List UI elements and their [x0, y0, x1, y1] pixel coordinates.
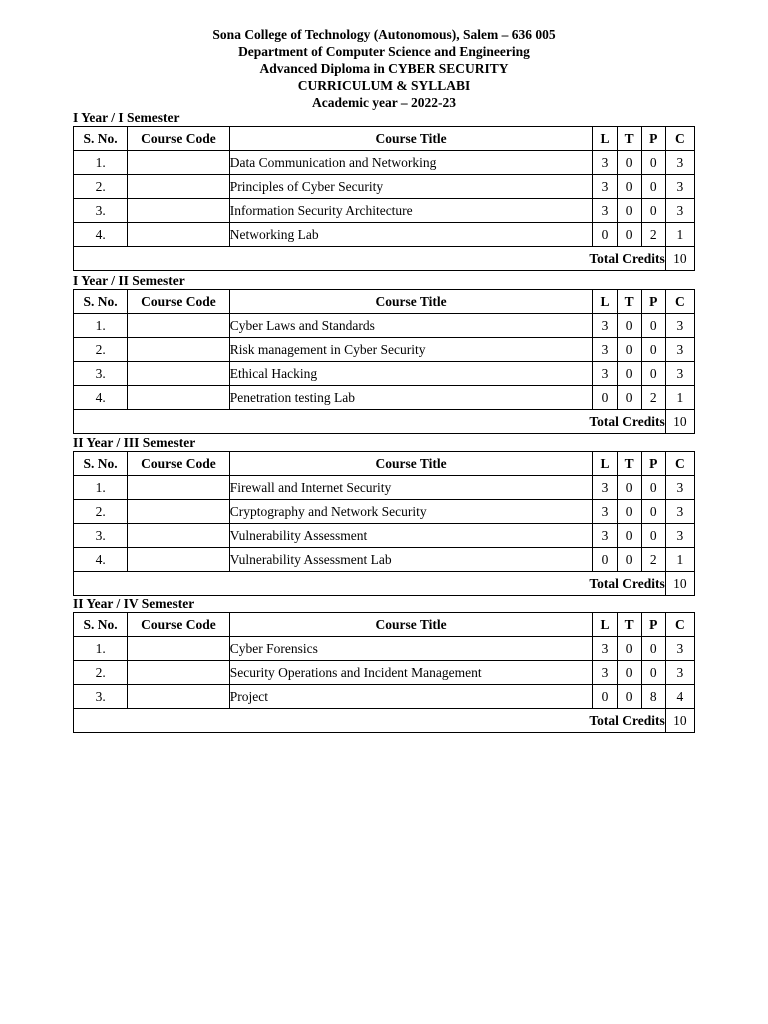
title-cell: Project: [229, 685, 593, 709]
semester-label: II Year / IV Semester: [73, 596, 195, 611]
t-cell: 0: [617, 476, 641, 500]
code-cell: [128, 500, 229, 524]
col-t-header: T: [617, 452, 641, 476]
total-credits-label: Total Credits: [74, 572, 666, 596]
total-row: [74, 410, 695, 434]
semester-table: [73, 612, 695, 733]
c-cell: 4: [665, 685, 694, 709]
total-credits-value: 10: [665, 709, 694, 733]
sno-cell: 4.: [74, 223, 128, 247]
title-cell: Principles of Cyber Security: [229, 175, 593, 199]
sno-cell: 1.: [74, 637, 128, 661]
col-c-header: C: [665, 127, 694, 151]
p-cell: 0: [641, 637, 665, 661]
sno-cell: 2.: [74, 338, 128, 362]
sno-cell: 4.: [74, 386, 128, 410]
c-cell: 3: [665, 637, 694, 661]
col-title-header: Course Title: [229, 290, 593, 314]
academic-year: Academic year – 2022-23: [311, 95, 457, 110]
sno-cell: 3.: [74, 362, 128, 386]
l-cell: 0: [593, 223, 617, 247]
p-cell: 2: [641, 223, 665, 247]
p-cell: 0: [641, 151, 665, 175]
l-cell: 3: [593, 362, 617, 386]
t-cell: 0: [617, 548, 641, 572]
col-l-header: L: [593, 452, 617, 476]
col-t-header: T: [617, 613, 641, 637]
col-title-header: Course Title: [229, 127, 593, 151]
semester-table: [73, 289, 695, 434]
code-cell: [128, 338, 229, 362]
c-cell: 3: [665, 524, 694, 548]
l-cell: 3: [593, 151, 617, 175]
t-cell: 0: [617, 637, 641, 661]
code-cell: [128, 386, 229, 410]
p-cell: 0: [641, 500, 665, 524]
title-cell: Risk management in Cyber Security: [229, 338, 593, 362]
col-code-header: Course Code: [128, 127, 229, 151]
title-cell: Cryptography and Network Security: [229, 500, 593, 524]
l-cell: 3: [593, 637, 617, 661]
p-cell: 0: [641, 476, 665, 500]
col-l-header: L: [593, 127, 617, 151]
code-cell: [128, 476, 229, 500]
sno-cell: 2.: [74, 175, 128, 199]
col-title-header: Course Title: [229, 452, 593, 476]
p-cell: 8: [641, 685, 665, 709]
total-row: [74, 709, 695, 733]
col-t-header: T: [617, 127, 641, 151]
title-cell: Vulnerability Assessment: [229, 524, 593, 548]
table-row: [74, 314, 695, 338]
c-cell: 3: [665, 476, 694, 500]
l-cell: 3: [593, 524, 617, 548]
code-cell: [128, 637, 229, 661]
t-cell: 0: [617, 524, 641, 548]
total-credits-label: Total Credits: [74, 410, 666, 434]
col-title-header: Course Title: [229, 613, 593, 637]
total-credits-label: Total Credits: [74, 709, 666, 733]
c-cell: 1: [665, 548, 694, 572]
code-cell: [128, 151, 229, 175]
c-cell: 3: [665, 338, 694, 362]
sno-cell: 1.: [74, 151, 128, 175]
col-l-header: L: [593, 290, 617, 314]
c-cell: 3: [665, 151, 694, 175]
table-row: [74, 223, 695, 247]
t-cell: 0: [617, 199, 641, 223]
total-credits-label: Total Credits: [74, 247, 666, 271]
l-cell: 3: [593, 500, 617, 524]
sno-cell: 3.: [74, 199, 128, 223]
title-cell: Cyber Forensics: [229, 637, 593, 661]
c-cell: 1: [665, 223, 694, 247]
total-credits-value: 10: [665, 572, 694, 596]
college-name: Sona College of Technology (Autonomous), Salem – 636 005: [212, 27, 556, 42]
t-cell: 0: [617, 314, 641, 338]
col-sno-header: S. No.: [74, 452, 128, 476]
p-cell: 2: [641, 386, 665, 410]
table-row: [74, 476, 695, 500]
table-header-row: [74, 290, 695, 314]
l-cell: 3: [593, 314, 617, 338]
p-cell: 0: [641, 524, 665, 548]
p-cell: 0: [641, 661, 665, 685]
t-cell: 0: [617, 386, 641, 410]
p-cell: 0: [641, 199, 665, 223]
table-row: [74, 548, 695, 572]
title-cell: Ethical Hacking: [229, 362, 593, 386]
t-cell: 0: [617, 151, 641, 175]
code-cell: [128, 175, 229, 199]
table-row: [74, 151, 695, 175]
table-row: [74, 175, 695, 199]
table-row: [74, 661, 695, 685]
col-t-header: T: [617, 290, 641, 314]
p-cell: 0: [641, 362, 665, 386]
sno-cell: 1.: [74, 314, 128, 338]
code-cell: [128, 362, 229, 386]
title-cell: Security Operations and Incident Management: [229, 661, 593, 685]
sno-cell: 2.: [74, 661, 128, 685]
t-cell: 0: [617, 223, 641, 247]
total-credits-value: 10: [665, 410, 694, 434]
sno-cell: 3.: [74, 524, 128, 548]
l-cell: 0: [593, 685, 617, 709]
table-row: [74, 500, 695, 524]
semester-table: [73, 451, 695, 596]
sno-cell: 4.: [74, 548, 128, 572]
p-cell: 0: [641, 175, 665, 199]
col-sno-header: S. No.: [74, 613, 128, 637]
col-sno-header: S. No.: [74, 290, 128, 314]
code-cell: [128, 223, 229, 247]
c-cell: 3: [665, 661, 694, 685]
c-cell: 3: [665, 362, 694, 386]
title-cell: Firewall and Internet Security: [229, 476, 593, 500]
col-code-header: Course Code: [128, 452, 229, 476]
col-c-header: C: [665, 452, 694, 476]
total-row: [74, 247, 695, 271]
title-cell: Networking Lab: [229, 223, 593, 247]
title-cell: Vulnerability Assessment Lab: [229, 548, 593, 572]
title-cell: Data Communication and Networking: [229, 151, 593, 175]
table-row: [74, 524, 695, 548]
code-cell: [128, 548, 229, 572]
table-row: [74, 685, 695, 709]
table-row: [74, 338, 695, 362]
table-row: [74, 386, 695, 410]
table-row: [74, 362, 695, 386]
col-code-header: Course Code: [128, 613, 229, 637]
document-title: CURRICULUM & SYLLABI: [297, 78, 471, 93]
c-cell: 1: [665, 386, 694, 410]
l-cell: 3: [593, 338, 617, 362]
l-cell: 3: [593, 476, 617, 500]
col-p-header: P: [641, 613, 665, 637]
col-code-header: Course Code: [128, 290, 229, 314]
c-cell: 3: [665, 175, 694, 199]
p-cell: 2: [641, 548, 665, 572]
p-cell: 0: [641, 314, 665, 338]
code-cell: [128, 199, 229, 223]
t-cell: 0: [617, 661, 641, 685]
l-cell: 3: [593, 661, 617, 685]
sno-cell: 2.: [74, 500, 128, 524]
l-cell: 3: [593, 175, 617, 199]
document-header: [0, 26, 768, 111]
col-sno-header: S. No.: [74, 127, 128, 151]
l-cell: 0: [593, 386, 617, 410]
table-header-row: [74, 452, 695, 476]
col-p-header: P: [641, 127, 665, 151]
semester-label: I Year / I Semester: [73, 110, 180, 125]
code-cell: [128, 314, 229, 338]
c-cell: 3: [665, 500, 694, 524]
department-name: Department of Computer Science and Engineering: [238, 44, 530, 59]
col-l-header: L: [593, 613, 617, 637]
table-header-row: [74, 127, 695, 151]
semester-table: [73, 126, 695, 271]
col-c-header: C: [665, 290, 694, 314]
code-cell: [128, 685, 229, 709]
t-cell: 0: [617, 500, 641, 524]
c-cell: 3: [665, 314, 694, 338]
t-cell: 0: [617, 338, 641, 362]
semester-label: II Year / III Semester: [73, 435, 196, 450]
program-name: Advanced Diploma in CYBER SECURITY: [259, 61, 509, 76]
title-cell: Information Security Architecture: [229, 199, 593, 223]
semester-label: I Year / II Semester: [73, 273, 185, 288]
t-cell: 0: [617, 685, 641, 709]
sno-cell: 3.: [74, 685, 128, 709]
total-row: [74, 572, 695, 596]
total-credits-value: 10: [665, 247, 694, 271]
sno-cell: 1.: [74, 476, 128, 500]
c-cell: 3: [665, 199, 694, 223]
l-cell: 3: [593, 199, 617, 223]
title-cell: Cyber Laws and Standards: [229, 314, 593, 338]
col-c-header: C: [665, 613, 694, 637]
table-row: [74, 199, 695, 223]
table-header-row: [74, 613, 695, 637]
l-cell: 0: [593, 548, 617, 572]
t-cell: 0: [617, 362, 641, 386]
code-cell: [128, 661, 229, 685]
col-p-header: P: [641, 290, 665, 314]
title-cell: Penetration testing Lab: [229, 386, 593, 410]
p-cell: 0: [641, 338, 665, 362]
code-cell: [128, 524, 229, 548]
t-cell: 0: [617, 175, 641, 199]
table-row: [74, 637, 695, 661]
col-p-header: P: [641, 452, 665, 476]
